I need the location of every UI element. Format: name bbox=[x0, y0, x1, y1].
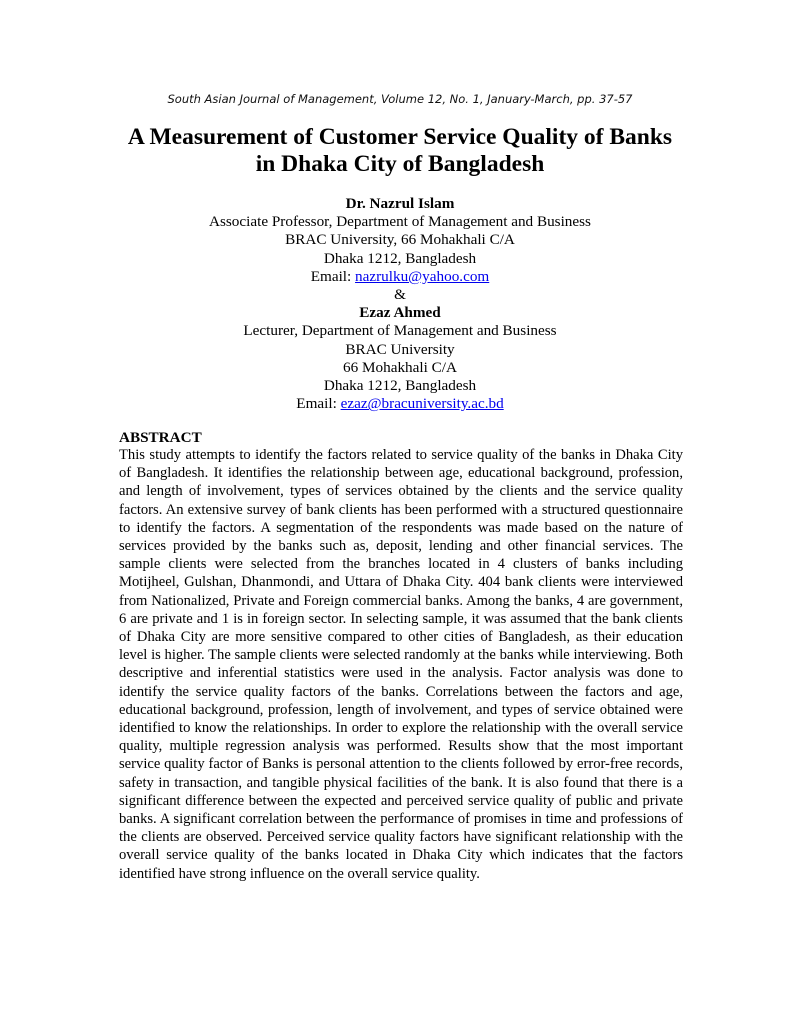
author-2-affiliation-line: Lecturer, Department of Management and Business bbox=[243, 322, 557, 340]
author-2-email-row bbox=[0, 395, 800, 413]
author-1-affiliation-line: BRAC University, 66 Mohakhali C/A bbox=[285, 231, 515, 249]
abstract-text: This study attempts to identify the factors related to service quality of the banks in Dhaka City of Bangladesh. It identifies the relationship between age, educational background, profession, and length of involvement, types of services obtained by the clients and the service quality factors. An extensive survey of bank clients has been performed with a structured questionnaire to identify the factors. A segmentation of the respondents was made based on the nature of services provided by the banks such as, deposit, lending and other financial services. The sample clients were selected from the branches located in 4 clusters of banks including Motijheel, Gulshan, Dhanmondi, and Uttara of Dhaka City. 404 bank clients were interviewed from Nationalized, Private and Foreign commercial banks. Among the banks, 4 are government, 6 are private and 1 is in foreign sector. In selecting sample, it was assumed that the bank clients of Dhaka City are more sensitive compared to other cities of Bangladesh, as their education level is higher. The sample clients were selected randomly at the banks while interviewing. Both descriptive and inferential statistics were used in the analysis. Factor analysis was done to identify the service quality factors of the banks. Correlations between the factors and age, educational background, profession, length of involvement, and types of service obtained were identified to know the relationships. In order to explore the relationship with the overall service quality, multiple regression analysis was performed. Results show that the most important service quality factor of Banks is personal attention to the clients followed by error-free records, safety in transaction, and tangible physical facilities of the bank. It is also found that there is a significant difference between the expected and perceived service quality of public and private banks. A significant correlation between the performance of promises in time and professions of the clients are observed. Perceived service quality factors have significant relationship with the overall service quality of the banks located in Dhaka City which indicates that the factors identified have strong influence on the overall service quality. bbox=[119, 447, 683, 882]
title-line-1: A Measurement of Customer Service Quality of Banks bbox=[127, 124, 673, 150]
author-1-email-row bbox=[0, 268, 800, 286]
author-1-name: Dr. Nazrul Islam bbox=[345, 195, 455, 212]
author-2-name: Ezaz Ahmed bbox=[359, 304, 441, 322]
author-2-affiliation-line: 66 Mohakhali C/A bbox=[343, 358, 457, 376]
author-separator: & bbox=[394, 286, 406, 304]
author-2-email-label: Email: bbox=[296, 395, 337, 413]
author-2-email-link[interactable]: ezaz@bracuniversity.ac.bd bbox=[340, 395, 504, 413]
title-line-2: in Dhaka City of Bangladesh bbox=[255, 151, 545, 177]
author-1-affiliation-line: Dhaka 1212, Bangladesh bbox=[323, 249, 477, 267]
journal-citation: South Asian Journal of Management, Volume 12, No. 1, January-March, pp. 37-57 bbox=[167, 92, 633, 106]
author-1-affiliation-line: Associate Professor, Department of Management and Business bbox=[209, 213, 591, 231]
author-1-email-link[interactable]: nazrulku@yahoo.com bbox=[355, 267, 490, 285]
abstract-heading: ABSTRACT bbox=[119, 429, 202, 446]
author-2-affiliation-line: BRAC University bbox=[345, 340, 455, 358]
author-block bbox=[0, 195, 800, 413]
author-2-affiliation-line: Dhaka 1212, Bangladesh bbox=[323, 377, 477, 395]
paper-title bbox=[0, 124, 800, 178]
author-1-email-label: Email: bbox=[310, 267, 352, 285]
